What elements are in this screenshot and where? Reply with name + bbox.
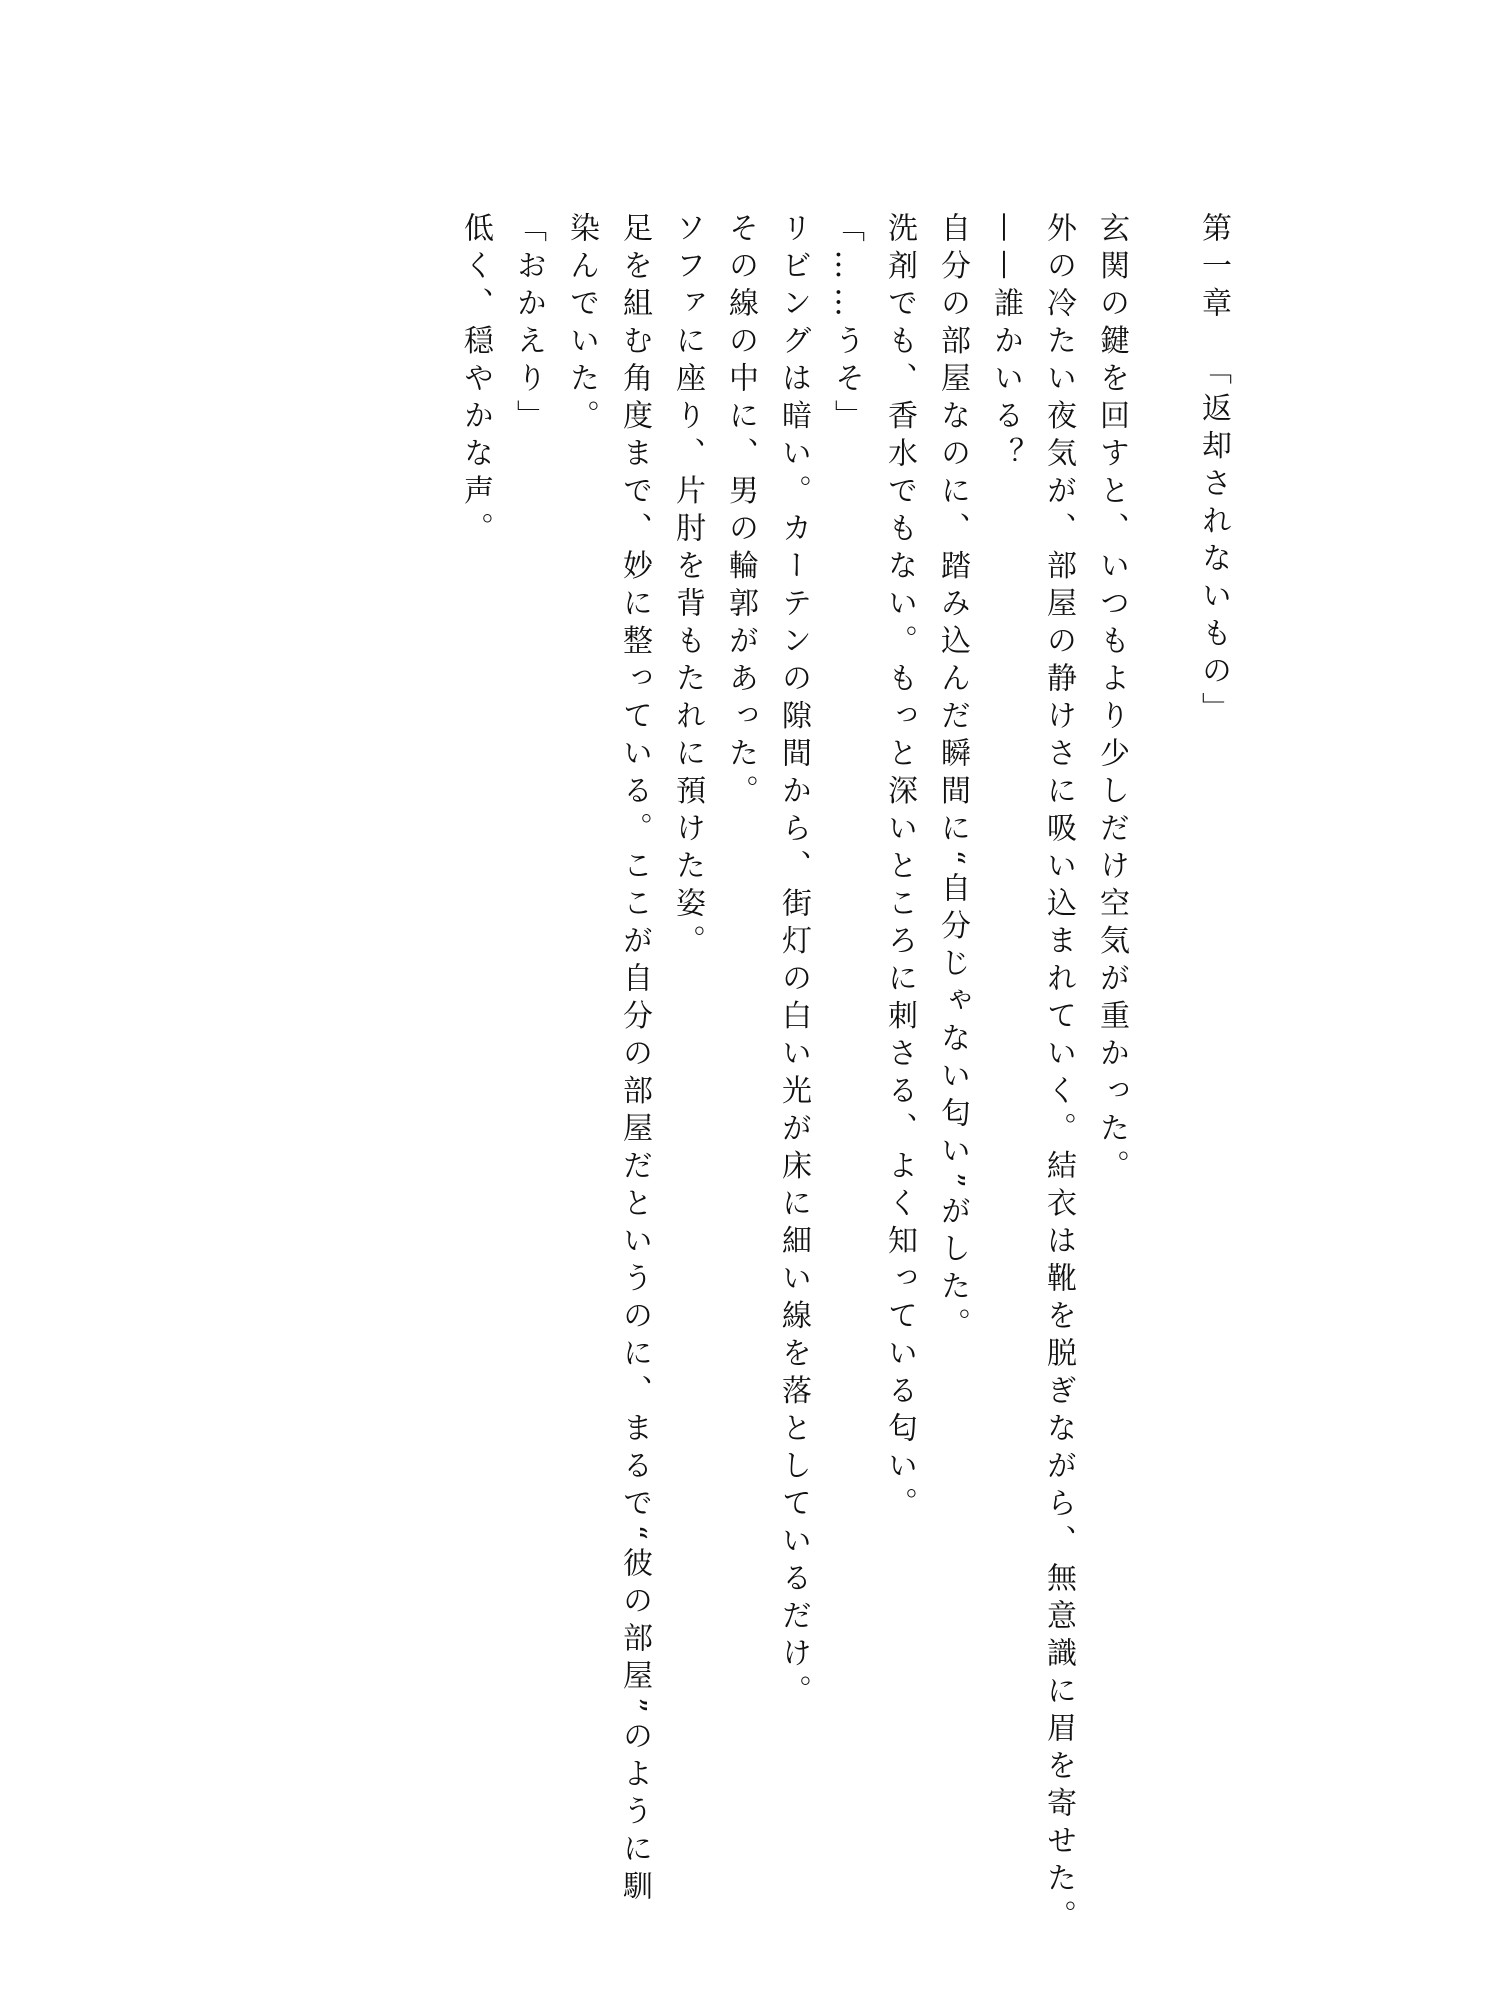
chapter-title: 「返却されないもの」 [1196,354,1231,730]
text-line: ——誰かいる？ [988,212,1023,475]
text-line: ソファに座り、片肘を背もたれに預けた姿。 [670,212,705,962]
text-line: 「おかえり」 [511,212,546,437]
text-line: 低く、穏やかな声。 [458,212,493,550]
text-line: 自分の部屋なのに、踏み込んだ瞬間に“自分じゃない匂い”がした。 [935,212,970,1346]
chapter-label: 第一章 [1196,212,1231,325]
text-line: 足を組む角度まで、妙に整っている。ここが自分の部屋だというのに、まるで“彼の部屋”のように馴 [617,212,652,1908]
text-line: リビングは暗い。カーテンの隙間から、街灯の白い光が床に細い線を落としているだけ。 [776,212,811,1712]
text-line: その線の中に、男の輪郭があった。 [723,212,758,812]
text-line: 「……うそ」 [829,212,864,437]
chapter-heading [1196,212,1231,730]
text-line: 玄関の鍵を回すと、いつもより少しだけ空気が重かった。 [1094,212,1129,1187]
text-line: 洗剤でも、香水でもない。もっと深いところに刺さる、よく知っている匂い。 [882,212,917,1525]
text-line: 外の冷たい夜気が、部屋の静けさに吸い込まれていく。結衣は靴を脱ぎながら、無意識に眉を寄せた。 [1041,212,1076,1937]
text-line: 染んでいた。 [564,212,599,437]
